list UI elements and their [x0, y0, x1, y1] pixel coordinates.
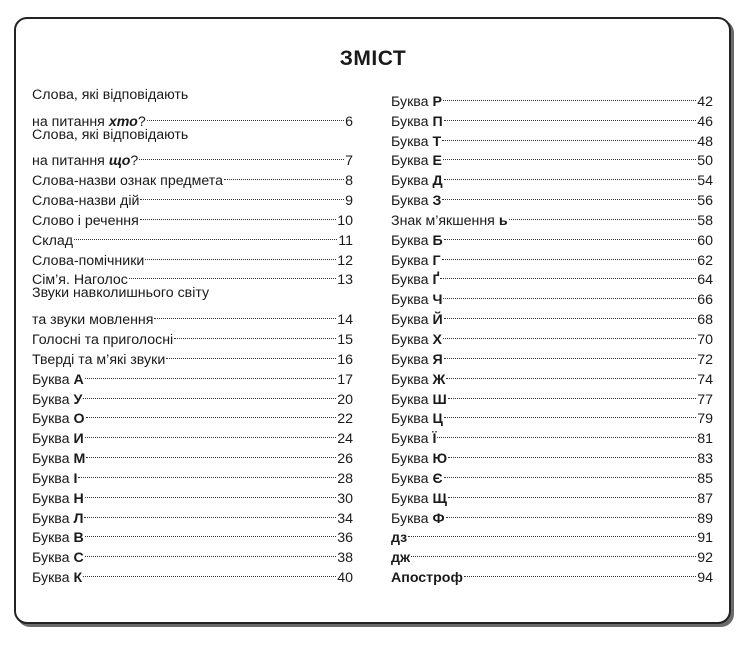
- toc-entry-letter: Є: [432, 470, 443, 487]
- page-number: 12: [337, 252, 353, 269]
- page-number: 20: [337, 391, 353, 408]
- toc-entry-text: Буква: [391, 153, 433, 170]
- toc-entry-suffix: ?: [130, 153, 139, 170]
- toc-entry-label: [391, 172, 443, 192]
- dot-leader: [85, 483, 336, 503]
- toc-entry-letter: А: [73, 371, 84, 388]
- toc-entry-label: [32, 284, 209, 304]
- toc-entry-text: Звуки навколишнього світу: [32, 285, 210, 302]
- toc-entry-letter: Е: [432, 153, 442, 170]
- toc-entry-label: [391, 470, 443, 490]
- toc-entry-letter: И: [73, 431, 84, 448]
- toc-entry-text: Слова-назви ознак предмета: [32, 173, 223, 190]
- dot-leader: [442, 126, 696, 146]
- toc-entry-letter: Ю: [432, 451, 448, 468]
- toc-entry-letter: Щ: [432, 490, 447, 507]
- dot-leader: [85, 423, 337, 443]
- dot-leader: [509, 205, 697, 225]
- toc-entry-letter: Апостроф: [391, 570, 463, 587]
- toc-entry: [32, 245, 353, 269]
- toc-entry-text: Буква: [391, 193, 433, 210]
- dot-leader: [444, 463, 697, 483]
- toc-entry-letter: П: [432, 113, 443, 130]
- toc-entry-label: [32, 331, 173, 351]
- toc-entry-label: [391, 271, 439, 291]
- dot-leader: [444, 106, 697, 126]
- page-number: 6: [345, 113, 353, 130]
- toc-entry-text: Буква: [32, 431, 74, 448]
- page-number: 92: [697, 550, 713, 567]
- dot-leader: [86, 404, 337, 424]
- toc-entry-label: [391, 371, 445, 391]
- toc-entry-text: Буква: [391, 391, 433, 408]
- page-number: 62: [697, 252, 713, 269]
- toc-entry-label: [391, 490, 447, 510]
- page-number: 54: [697, 173, 713, 190]
- page-number: 60: [697, 232, 713, 249]
- page-number: 17: [337, 371, 353, 388]
- toc-entry-label: [391, 113, 443, 133]
- page-number: 40: [337, 570, 353, 587]
- dot-leader: [443, 284, 696, 304]
- toc-entry-text: Буква: [391, 371, 433, 388]
- toc-entry-letter: Я: [432, 351, 443, 368]
- toc-entry-letter: С: [73, 550, 84, 567]
- toc-entry-label: [32, 152, 138, 172]
- toc-entry-label: [391, 450, 447, 470]
- dot-leader: [448, 443, 696, 463]
- toc-entry: [391, 86, 713, 110]
- dot-leader: [85, 364, 336, 384]
- toc-entry-text: Буква: [391, 252, 433, 269]
- dot-leader: [442, 185, 696, 205]
- toc-entry-text: Буква: [32, 391, 74, 408]
- toc-entry-text: Буква: [391, 431, 433, 448]
- dot-leader: [446, 503, 697, 523]
- toc-entry-text: на питання: [32, 113, 109, 130]
- toc-entry-letter: О: [73, 411, 85, 428]
- toc-entry-text: Слова-назви дій: [32, 193, 140, 210]
- toc-entry-letter: Ц: [432, 411, 443, 428]
- toc-entry-text: Буква: [391, 312, 433, 329]
- toc-entry-label: [391, 152, 442, 172]
- page-number: 7: [345, 153, 353, 170]
- page-number: 85: [697, 470, 713, 487]
- dot-leader: [444, 404, 696, 424]
- toc-entry-label: [32, 549, 84, 569]
- dot-leader: [448, 384, 696, 404]
- toc-entry-text: Буква: [391, 331, 433, 348]
- toc-entry-label: [391, 311, 443, 331]
- page-number: 58: [697, 212, 713, 229]
- dot-leader: [147, 106, 344, 126]
- dot-leader: [140, 185, 344, 205]
- toc-entry-label: [391, 331, 442, 351]
- toc-entry: [32, 86, 353, 106]
- toc-entry-suffix: ?: [137, 113, 146, 130]
- toc-entry-label: [32, 450, 85, 470]
- toc-entry-text: Буква: [391, 411, 433, 428]
- dot-leader: [443, 324, 696, 344]
- page-number: 70: [697, 331, 713, 348]
- toc-entry-letter: Л: [73, 510, 84, 527]
- dot-leader: [174, 324, 336, 344]
- page-number: 36: [337, 530, 353, 547]
- toc-entry-question-word: що: [108, 153, 131, 170]
- dot-leader: [411, 542, 696, 562]
- page-number: 56: [697, 193, 713, 210]
- toc-entry-letter: Ґ: [432, 272, 440, 289]
- toc-entry-text: Буква: [32, 550, 74, 567]
- toc-entry-label: [32, 126, 188, 146]
- dot-leader: [444, 344, 697, 364]
- page-number: 72: [697, 351, 713, 368]
- page-number: 15: [337, 331, 353, 348]
- toc-entry: [391, 443, 713, 468]
- toc-entry-letter: Р: [432, 93, 442, 110]
- toc-entry-label: [391, 549, 410, 569]
- toc-entry-text: та звуки мовлення: [32, 312, 154, 329]
- toc-entry-letter: Ч: [432, 292, 443, 309]
- toc-entry-text: Буква: [32, 510, 74, 527]
- toc-entry-label: [391, 351, 443, 371]
- page-number: 81: [697, 431, 713, 448]
- dot-leader: [440, 265, 696, 285]
- dot-leader: [139, 146, 344, 166]
- toc-entry-letter: Ф: [432, 510, 445, 527]
- toc-entry-letter: З: [432, 193, 442, 210]
- toc-entry-text: Буква: [391, 510, 433, 527]
- toc-entry: [391, 523, 713, 547]
- toc-entry-letter: У: [73, 391, 83, 408]
- toc-entry-text: Буква: [32, 451, 74, 468]
- toc-entry-text: Буква: [391, 351, 433, 368]
- dot-leader: [78, 463, 336, 483]
- dot-leader: [444, 225, 697, 245]
- toc-left-column: [32, 86, 353, 587]
- dot-leader: [408, 523, 696, 543]
- toc-entry: [32, 304, 353, 329]
- page-number: 48: [697, 133, 713, 150]
- toc-entry-text: Буква: [391, 93, 433, 110]
- toc-entry-label: [391, 252, 441, 272]
- dot-leader: [166, 344, 336, 364]
- toc-entry-letter: дж: [391, 550, 411, 567]
- dot-leader: [140, 205, 336, 225]
- dot-leader: [154, 304, 336, 324]
- dot-leader: [84, 503, 336, 523]
- toc-entry: [391, 562, 713, 587]
- toc-entry-letter: Т: [432, 133, 442, 150]
- toc-entry-label: [32, 232, 73, 252]
- page-number: 38: [337, 550, 353, 567]
- toc-right-column: [391, 86, 713, 587]
- contents-title: ЗМІСТ: [339, 47, 407, 70]
- toc-entry-text: Буква: [391, 490, 433, 507]
- toc-entry: [32, 463, 353, 487]
- toc-entry-label: [32, 490, 84, 510]
- dot-leader: [86, 443, 336, 463]
- toc-entry-text: Буква: [391, 272, 433, 289]
- toc-entry: [391, 423, 713, 448]
- dot-leader: [83, 384, 336, 404]
- toc-entry-text: Знак м’якшення: [391, 212, 499, 229]
- page-number: 9: [345, 193, 353, 210]
- toc-entry-text: Буква: [32, 490, 74, 507]
- toc-entry-label: [32, 192, 139, 212]
- toc-entry-letter: Ж: [432, 371, 446, 388]
- page-number: 79: [697, 411, 713, 428]
- dot-leader: [444, 165, 697, 185]
- toc-entry-text: Буква: [391, 451, 433, 468]
- toc-entry: [32, 483, 353, 507]
- dot-leader: [85, 542, 336, 562]
- page-number: 24: [337, 431, 353, 448]
- toc-entry-label: [32, 86, 188, 106]
- page-number: 13: [337, 272, 353, 289]
- toc-entry-text: Буква: [391, 133, 433, 150]
- page-number: 42: [697, 93, 713, 110]
- toc-entry-label: [32, 311, 153, 331]
- toc-entry-text: Буква: [32, 530, 74, 547]
- toc-entry-label: [32, 430, 84, 450]
- dot-leader: [442, 245, 697, 265]
- toc-entry-label: [32, 510, 83, 530]
- toc-entry-text: Слова, які відповідають: [32, 126, 189, 143]
- toc-entry-label: [32, 569, 82, 589]
- page-number: 83: [697, 451, 713, 468]
- page-number: 11: [338, 232, 353, 249]
- toc-entry: [32, 284, 353, 304]
- toc-entry-label: [391, 529, 407, 549]
- toc-entry-question-word: хто: [108, 113, 138, 130]
- page-number: 16: [337, 351, 353, 368]
- page-number: 8: [345, 173, 353, 190]
- toc-entry-text: Буква: [391, 113, 433, 130]
- toc-entry-text: Буква: [391, 292, 433, 309]
- page-number: 74: [697, 371, 713, 388]
- dot-leader: [83, 562, 336, 582]
- toc-entry-label: [32, 371, 84, 391]
- page-number: 68: [697, 312, 713, 329]
- dot-leader: [129, 265, 336, 285]
- toc-entry-label: [32, 410, 85, 430]
- page-number: 46: [697, 113, 713, 130]
- page-number: 91: [697, 530, 713, 547]
- toc-entry: [32, 146, 353, 170]
- toc-entry-label: [391, 291, 442, 311]
- toc-entry-label: [391, 391, 447, 411]
- dot-leader: [464, 562, 696, 582]
- toc-entry-text: Буква: [32, 570, 74, 587]
- page-number: 14: [337, 312, 353, 329]
- dot-leader: [145, 245, 336, 265]
- toc-entry-letter: І: [73, 470, 78, 487]
- toc-entry-label: [32, 470, 77, 490]
- toc-entry-letter: Н: [73, 490, 84, 507]
- toc-entry-label: [391, 192, 441, 212]
- toc-entry-label: [391, 133, 441, 153]
- toc-entry-label: [32, 252, 144, 272]
- page-number: 77: [697, 391, 713, 408]
- toc-entry-letter: дз: [391, 530, 408, 547]
- toc-entry-label: [391, 430, 436, 450]
- dot-leader: [448, 483, 696, 503]
- toc-entry-letter: Г: [432, 252, 441, 269]
- toc-entry-text: Буква: [32, 470, 74, 487]
- toc-entry-label: [32, 529, 84, 549]
- dot-leader: [446, 364, 696, 384]
- page-number: 87: [697, 490, 713, 507]
- page-number: 30: [337, 490, 353, 507]
- toc-entry-text: Слово і речення: [32, 212, 139, 229]
- toc-entry: [391, 542, 713, 567]
- toc-entry-label: [391, 569, 463, 589]
- toc-entry-text: Буква: [32, 411, 74, 428]
- toc-entry: [32, 106, 353, 130]
- toc-entry: [32, 225, 353, 249]
- toc-entry-label: [391, 93, 442, 113]
- page-number: 26: [337, 451, 353, 468]
- toc-entry-text: Буква: [32, 371, 74, 388]
- toc-entry: [32, 126, 353, 146]
- dot-leader: [437, 423, 696, 443]
- toc-entry-letter: Б: [432, 232, 443, 249]
- dot-leader: [444, 304, 697, 324]
- toc-entry-letter: Д: [432, 173, 443, 190]
- toc-entry-letter: Ї: [432, 431, 437, 448]
- toc-entry-text: Склад: [32, 232, 74, 249]
- toc-entry-text: Буква: [391, 232, 433, 249]
- toc-entry-text: Слова, які відповідають: [32, 87, 189, 103]
- toc-entry-letter: Ш: [432, 391, 447, 408]
- toc-entry-letter: М: [73, 451, 86, 468]
- page-number: 22: [337, 411, 353, 428]
- page-number: 66: [697, 292, 713, 309]
- toc-entry-text: Голосні та приголосні: [32, 331, 174, 348]
- page-number: 10: [337, 212, 353, 229]
- toc-entry-text: Буква: [391, 173, 433, 190]
- toc-entry-text: на питання: [32, 153, 109, 170]
- page-number: 89: [697, 510, 713, 527]
- dot-leader: [85, 523, 336, 543]
- dot-leader: [443, 86, 696, 106]
- toc-entry-letter: ь: [498, 212, 508, 229]
- dot-leader: [443, 146, 696, 166]
- toc-entry-label: [32, 391, 82, 411]
- toc-entry-label: [391, 410, 443, 430]
- toc-entry-letter: К: [73, 570, 83, 587]
- toc-entry-letter: Х: [432, 331, 442, 348]
- dot-leader: [224, 165, 344, 185]
- page-number: 28: [337, 470, 353, 487]
- toc-entry-label: [391, 232, 443, 252]
- toc-entry-text: Сім’я. Наголос: [32, 272, 128, 289]
- page-number: 50: [697, 153, 713, 170]
- page-number: 34: [337, 510, 353, 527]
- toc-entry-letter: В: [73, 530, 84, 547]
- toc-entry-text: Слова-помічники: [32, 252, 145, 269]
- page-number: 94: [697, 570, 713, 587]
- toc-entry-text: Тверді та м’які звуки: [32, 351, 166, 368]
- toc-entry-text: Буква: [391, 470, 433, 487]
- toc-entry-letter: Й: [432, 312, 443, 329]
- dot-leader: [74, 225, 337, 245]
- page-number: 64: [697, 272, 713, 289]
